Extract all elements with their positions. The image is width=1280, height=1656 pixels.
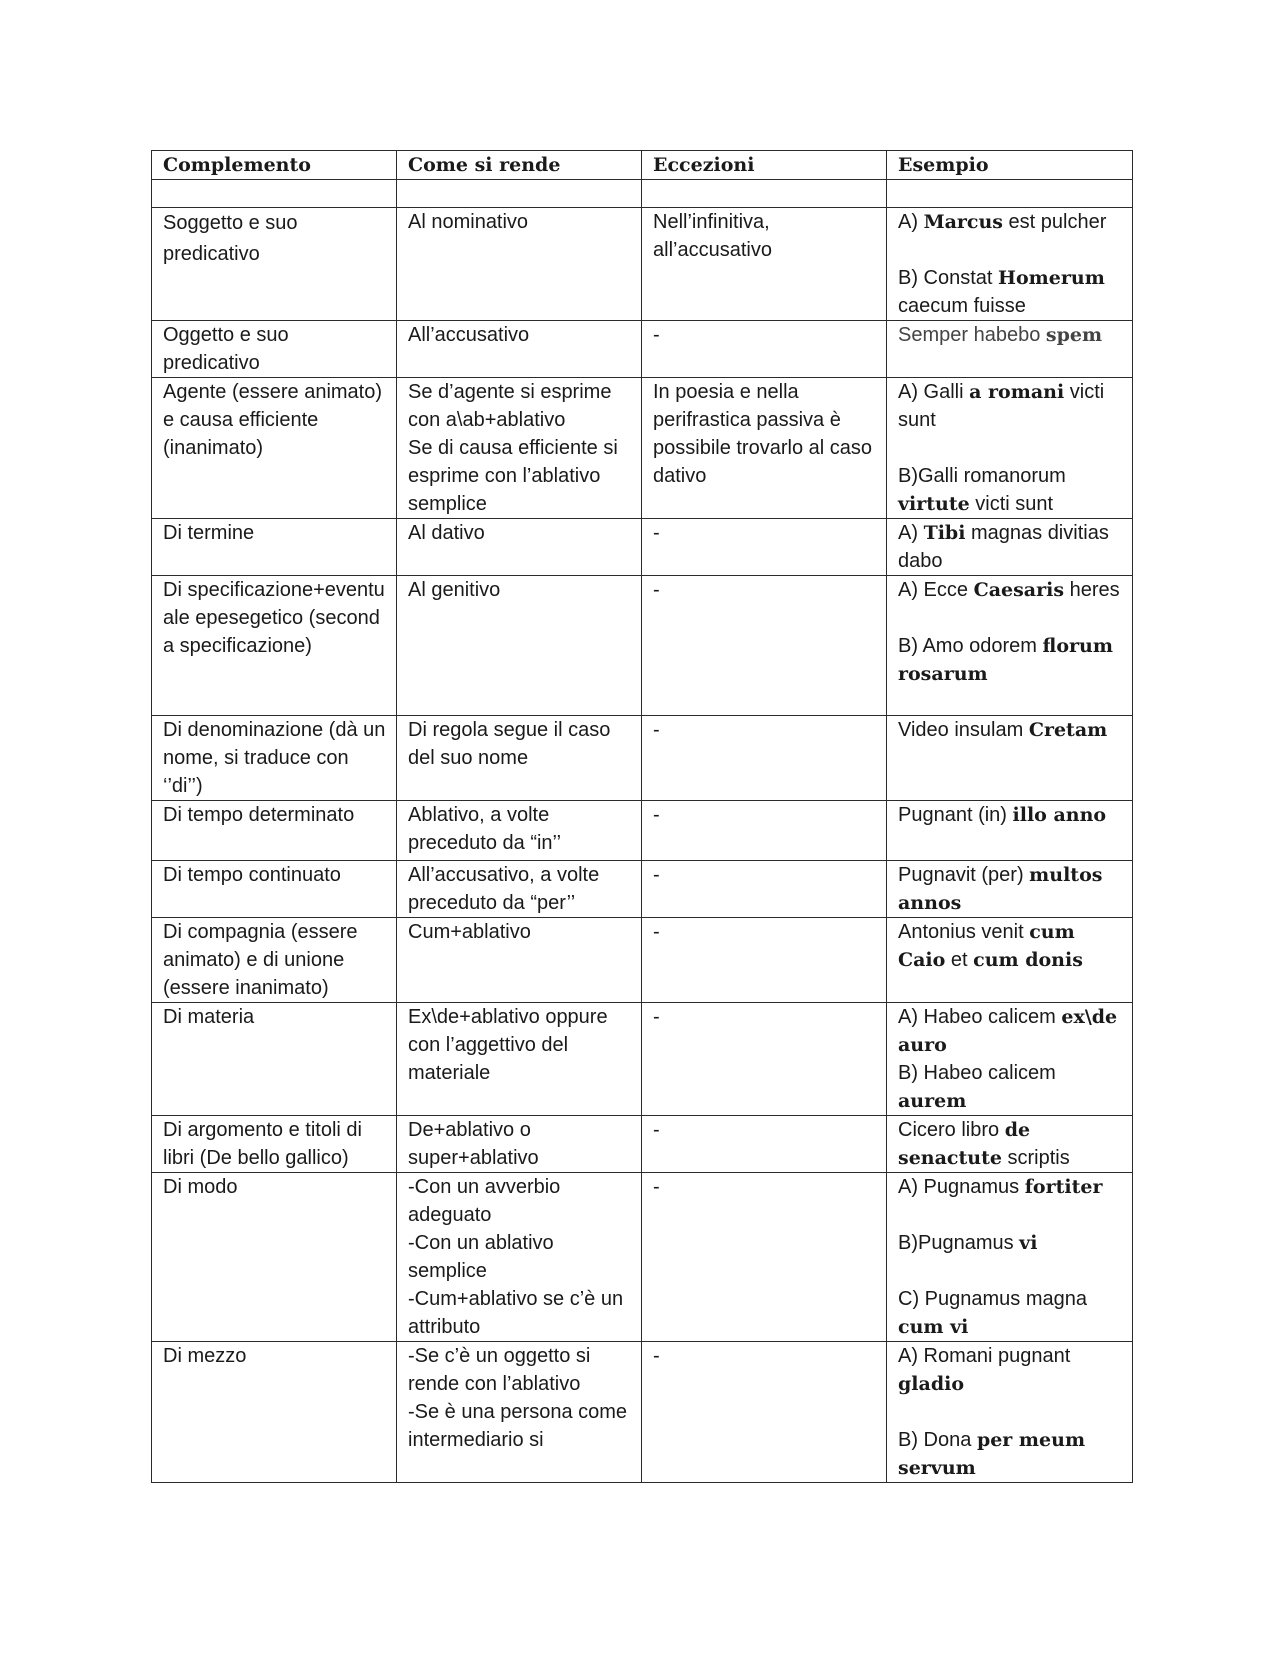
cell-come: Cum+ablativo — [397, 918, 642, 1003]
table-row — [152, 1003, 1133, 1116]
cell-esempio: Pugnavit (per) multos annos — [887, 861, 1133, 918]
cell-esempio: A) Romani pugnant gladio B) Dona per meum servum — [887, 1342, 1133, 1483]
table-row — [152, 1173, 1133, 1342]
cell-complemento: Di materia — [152, 1003, 397, 1116]
table-row — [152, 801, 1133, 861]
cell-complemento: Oggetto e suo predicativo — [152, 321, 397, 378]
cell-esempio: A) Tibi magnas divitias dabo — [887, 519, 1133, 576]
cell-complemento: Soggetto e suo predicativo — [152, 208, 397, 321]
cell-eccezioni: - — [642, 716, 887, 801]
table-row — [152, 1342, 1133, 1483]
cell-eccezioni: In poesia e nella perifrastica passiva è possibile trovarlo al caso dativo — [642, 378, 887, 519]
cell-come: Se d’agente si esprime con a\ab+ablativo Se di causa efficiente si esprime con l’ablativo semplice — [397, 378, 642, 519]
header-complemento: Complemento — [152, 151, 397, 180]
cell-eccezioni: - — [642, 1116, 887, 1173]
cell-complemento: Di modo — [152, 1173, 397, 1342]
empty-row — [152, 180, 1133, 208]
cell-complemento: Di specificazione+eventuale epesegetico (seconda specificazione) — [152, 576, 397, 716]
cell-complemento: Di mezzo — [152, 1342, 397, 1483]
cell-esempio: Video insulam Cretam — [887, 716, 1133, 801]
cell-esempio: Antonius venit cum Caio et cum donis — [887, 918, 1133, 1003]
cell-come: Al nominativo — [397, 208, 642, 321]
cell-eccezioni: - — [642, 1342, 887, 1483]
table-row — [152, 321, 1133, 378]
cell-esempio: A) Marcus est pulcher B) Constat Homerum caecum fuisse — [887, 208, 1133, 321]
cell-come: Ex\de+ablativo oppure con l’aggettivo del materiale — [397, 1003, 642, 1116]
cell-esempio: Semper habebo spem — [887, 321, 1133, 378]
table-row — [152, 861, 1133, 918]
cell-complemento: Di denominazione (dà un nome, si traduce con ‘’di’’) — [152, 716, 397, 801]
cell-eccezioni: - — [642, 918, 887, 1003]
cell-come: All’accusativo — [397, 321, 642, 378]
cell-come: Ablativo, a volte preceduto da “in’’ — [397, 801, 642, 861]
header-come-si-rende: Come si rende — [397, 151, 642, 180]
cell-eccezioni: - — [642, 1003, 887, 1116]
cell-come: Al genitivo — [397, 576, 642, 716]
cell-complemento: Di termine — [152, 519, 397, 576]
header-row — [152, 151, 1133, 180]
cell-come: -Se c’è un oggetto si rende con l’ablativo -Se è una persona come intermediario si — [397, 1342, 642, 1483]
cell-esempio: A) Pugnamus fortiter B)Pugnamus vi C) Pugnamus magna cum vi — [887, 1173, 1133, 1342]
cell-come: All’accusativo, a volte preceduto da “per’’ — [397, 861, 642, 918]
cell-come: -Con un avverbio adeguato -Con un ablativo semplice -Cum+ablativo se c’è un attributo — [397, 1173, 642, 1342]
cell-eccezioni: - — [642, 861, 887, 918]
cell-complemento: Di compagnia (essere animato) e di unione (essere inanimato) — [152, 918, 397, 1003]
cell-esempio: A) Galli a romani victi sunt B)Galli romanorum virtute victi sunt — [887, 378, 1133, 519]
table-row — [152, 208, 1133, 321]
table-row — [152, 918, 1133, 1003]
cell-eccezioni: - — [642, 801, 887, 861]
header-esempio: Esempio — [887, 151, 1133, 180]
table-row — [152, 576, 1133, 716]
cell-come: De+ablativo o super+ablativo — [397, 1116, 642, 1173]
table-row — [152, 716, 1133, 801]
header-eccezioni: Eccezioni — [642, 151, 887, 180]
cell-complemento: Agente (essere animato) e causa efficiente (inanimato) — [152, 378, 397, 519]
cell-eccezioni: - — [642, 321, 887, 378]
cell-come: Al dativo — [397, 519, 642, 576]
table-row — [152, 1116, 1133, 1173]
latin-complements-table — [151, 150, 1133, 1483]
cell-complemento: Di tempo continuato — [152, 861, 397, 918]
cell-eccezioni: - — [642, 1173, 887, 1342]
cell-eccezioni: - — [642, 519, 887, 576]
cell-eccezioni: - — [642, 576, 887, 716]
cell-complemento: Di tempo determinato — [152, 801, 397, 861]
cell-eccezioni: Nell’infinitiva, all’accusativo — [642, 208, 887, 321]
cell-esempio: A) Ecce Caesaris heres B) Amo odorem florum rosarum — [887, 576, 1133, 716]
table-row — [152, 519, 1133, 576]
table-row — [152, 378, 1133, 519]
cell-esempio: A) Habeo calicem ex\de auro B) Habeo calicem aurem — [887, 1003, 1133, 1116]
cell-come: Di regola segue il caso del suo nome — [397, 716, 642, 801]
cell-complemento: Di argomento e titoli di libri (De bello gallico) — [152, 1116, 397, 1173]
cell-esempio: Pugnant (in) illo anno — [887, 801, 1133, 861]
cell-esempio: Cicero libro de senactute scriptis — [887, 1116, 1133, 1173]
